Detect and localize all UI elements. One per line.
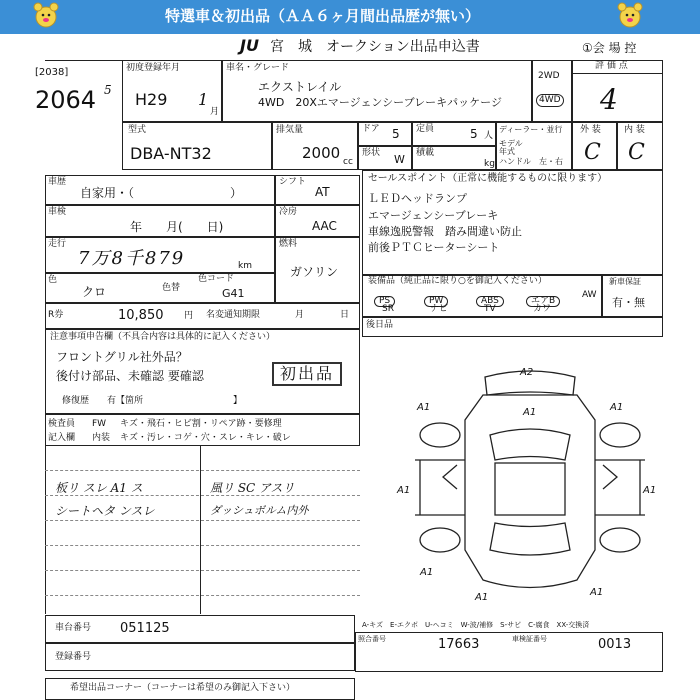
lot-suffix: 5	[104, 83, 112, 97]
checks-row2: キズ・汚レ・コゲ・穴・スレ・キレ・破レ	[120, 433, 291, 443]
registration-number-label: 登録番号	[55, 652, 92, 662]
shift-label: シフト	[279, 177, 307, 187]
wheel-rear-left	[420, 528, 460, 552]
sales-points-label: セールスポイント（正常に機能するものに限ります）	[368, 173, 608, 184]
fuel-label: 燃料	[279, 239, 298, 249]
reference-number: 17663	[438, 637, 480, 652]
registration-month: 1	[198, 90, 209, 109]
wheel-front-right	[600, 423, 640, 447]
wheel-rear-right	[600, 528, 640, 552]
capacity-label: 定員	[416, 124, 435, 134]
mileage-value: 7万8千879	[78, 248, 186, 269]
load-unit: kg	[484, 159, 495, 169]
inspection-value: 年 月( 日)	[130, 220, 224, 234]
damage-mark: A1	[420, 567, 434, 578]
color-code-label: 色コード	[198, 274, 235, 284]
car-name-label: 車名・グレード	[226, 63, 290, 73]
damage-legend: A-キズ E-エクボ U-ヘコミ W-波/補修 S-サビ C-腐食 XX-交換済	[362, 621, 590, 629]
lot-ref: [2038]	[35, 67, 69, 78]
interior-value: C	[628, 140, 645, 165]
equip-navi: ナビ	[430, 304, 449, 314]
wheel-front-left	[420, 423, 460, 447]
capacity-unit: 人	[484, 131, 494, 141]
color-label: 色	[48, 275, 58, 285]
banner-title: 特選車＆初出品（ＡＡ６ヶ月間出品歴が無い）	[165, 7, 481, 25]
recorder-label: 記入欄	[48, 433, 76, 443]
certificate-label: 車検証番号	[512, 635, 547, 643]
inspection-label: 車検	[48, 207, 67, 217]
reference-label: 照合番号	[358, 635, 386, 643]
drive-cell	[532, 60, 572, 122]
notes-line1: フロントグリル社外品？	[56, 350, 188, 364]
checks-row1: キズ・飛石・ヒビ割・リペア跡・要修理	[120, 419, 282, 429]
aftermarket-cell	[362, 317, 663, 337]
car-windshield	[490, 429, 570, 460]
recycle-label: R券	[48, 310, 64, 320]
registration-label: 初度登録年月	[126, 63, 181, 73]
drive-4wd-circled: 4WD	[536, 94, 564, 107]
sales-points-cell	[362, 170, 663, 275]
memo-left-border	[45, 446, 46, 614]
new-car-warranty-value: 有・無	[612, 296, 645, 309]
car-grade: 4WD 20Xエマージェンシーブレーキパッケージ	[258, 96, 502, 109]
notes-line2: 後付け部品、未確認 要確認	[56, 369, 204, 383]
grade-score-label: 評 価 点	[595, 61, 628, 71]
color-change-label: 色替	[162, 283, 181, 293]
handwritten-left2: シートヘタ ンスレ	[55, 504, 155, 518]
damage-mark: A1	[523, 407, 537, 418]
first-listing-stamp: 初出品	[272, 362, 342, 386]
recycle-unit: 円	[184, 311, 194, 321]
new-car-warranty-label: 新車保証	[609, 277, 641, 286]
sales-point-1: ＬＥＤヘッドランプ	[368, 192, 467, 205]
registration-year: H29	[135, 90, 168, 109]
side-right	[595, 460, 645, 515]
car-cabin	[495, 463, 565, 515]
side-left	[415, 460, 465, 515]
doors-label: ドア	[362, 124, 380, 134]
bear-mascot-icon	[617, 2, 643, 30]
wish-corner-label: 希望出品コーナー（コーナーは希望のみ御記入下さい）	[70, 683, 296, 693]
damage-mark: A1	[475, 592, 489, 603]
recycle-cell	[45, 303, 360, 329]
aircon-value: AAC	[312, 219, 337, 233]
drive-2wd: 2WD	[538, 71, 560, 81]
sales-point-2: エマージェンシーブレーキ	[368, 209, 499, 222]
damage-mark: A1	[643, 485, 657, 496]
mileage-unit: km	[238, 261, 252, 271]
recycle-value: 10,850	[118, 308, 164, 323]
aircon-label: 冷房	[279, 207, 298, 217]
lot-number: 2064	[35, 86, 97, 114]
memo-rule	[45, 470, 360, 471]
chassis-cell	[45, 615, 355, 643]
mirror-left	[443, 465, 457, 489]
inspector-label: 検査員	[48, 419, 76, 429]
color-value: クロ	[82, 285, 107, 299]
color-code-value: G41	[222, 287, 245, 300]
capacity-value: 5	[470, 127, 478, 141]
model-code-value: DBA-NT32	[130, 144, 212, 163]
chassis-value: 051125	[120, 621, 170, 636]
equipment-label: 装備品（純正品に限り○を御記入ください）	[368, 276, 547, 286]
displacement-value: 2000	[302, 144, 341, 162]
equip-ps: PS	[374, 290, 395, 307]
chassis-label: 車台番号	[55, 623, 92, 633]
registration-month-unit: 月	[210, 107, 220, 117]
memo-rule	[45, 595, 360, 596]
exterior-label: 外 装	[580, 125, 601, 135]
car-damage-diagram	[395, 365, 665, 615]
memo-rule	[45, 545, 360, 546]
equip-airbag: エアB	[526, 290, 560, 307]
model-year-label: モデル年式	[499, 139, 523, 156]
dealer-label: ディーラー・並行	[499, 125, 563, 134]
car-body-outline	[465, 395, 595, 588]
car-rear-window	[490, 523, 570, 555]
shape-label: 形状	[362, 148, 381, 158]
seller-copy-label: ①会 場 控	[582, 41, 637, 55]
doors-value: 5	[392, 127, 400, 141]
usage-value: 自家用・（ ）	[80, 186, 243, 200]
usage-label: 車歴	[48, 177, 67, 187]
load-label: 積載	[416, 148, 435, 158]
fuel-value: ガソリン	[290, 265, 339, 279]
car-model: エクストレイル	[258, 80, 342, 94]
damage-mark: A1	[417, 402, 431, 413]
grade-score-value: 4	[600, 83, 618, 116]
mileage-label: 走行	[48, 239, 67, 249]
auction-logo: JU	[240, 36, 259, 55]
shift-value: AT	[315, 185, 330, 199]
model-code-label: 型式	[128, 125, 147, 135]
equip-sr: SR	[382, 304, 394, 314]
equip-leather: カワ	[533, 304, 552, 314]
notice-day: 日	[340, 310, 350, 320]
handle-label: ハンドル 左・右	[499, 157, 563, 166]
displacement-label: 排気量	[276, 125, 304, 135]
handwritten-right1: 風リ SC アスリ	[210, 481, 295, 495]
equip-abs: ABS	[476, 290, 504, 307]
certificate-number: 0013	[598, 637, 632, 652]
auction-title: 宮 城 オークション出品申込書	[270, 39, 480, 55]
sales-point-3: 車線逸脱警報 踏み間違い防止	[368, 225, 522, 238]
equip-tv: TV	[484, 304, 496, 314]
damage-mark: A1	[590, 587, 604, 598]
notice-label: 名変通知期限	[206, 310, 261, 320]
damage-mark: A1	[397, 485, 411, 496]
repair-history: 修復歴 有【箇所 】	[62, 396, 243, 406]
exterior-value: C	[584, 140, 601, 165]
notice-month: 月	[295, 310, 305, 320]
interior-label: 内 装	[624, 125, 645, 135]
sales-point-4: 前後ＰＴＣヒーターシート	[368, 241, 500, 254]
checks-fw: FW	[92, 419, 107, 429]
aftermarket-label: 後日品	[366, 320, 394, 330]
registration-number-cell	[45, 643, 355, 671]
handwritten-right2: ダッシュボルム内外	[210, 504, 309, 517]
memo-rule	[45, 570, 360, 571]
damage-mark: A1	[610, 402, 624, 413]
bear-mascot-icon	[33, 2, 59, 30]
checks-in: 内装	[92, 433, 111, 443]
equip-pw: PW	[424, 290, 448, 307]
equip-aw: AW	[582, 290, 597, 300]
damage-mark: A2	[520, 367, 534, 378]
notes-label: 注意事項申告欄（不具合内容は具体的に記入ください）	[50, 332, 276, 342]
memo-rule	[45, 495, 360, 496]
displacement-unit: cc	[343, 157, 353, 167]
memo-rule	[45, 520, 360, 521]
memo-divider	[200, 446, 201, 614]
shape-value: W	[394, 153, 405, 166]
mirror-right	[603, 465, 617, 489]
handwritten-left1: 板リ スレ A1 ス	[55, 481, 143, 495]
